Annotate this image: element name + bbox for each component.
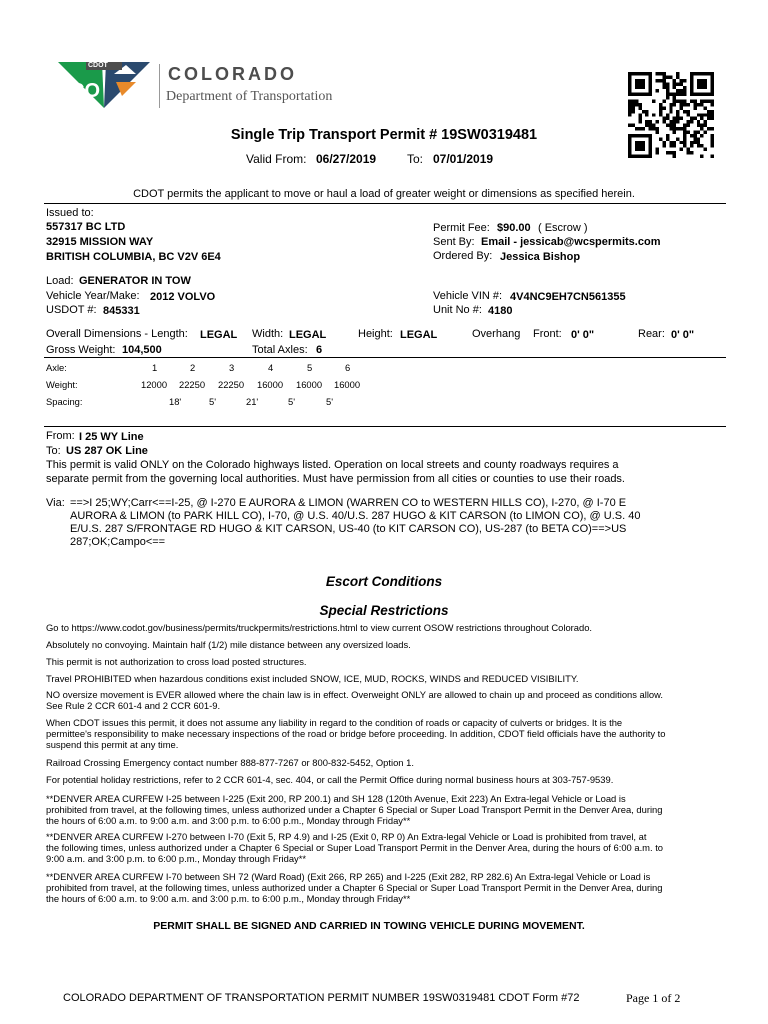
issued-street: 32915 MISSION WAY bbox=[46, 236, 154, 248]
load-value: GENERATOR IN TOW bbox=[79, 275, 191, 287]
length-label: Overall Dimensions - Length: bbox=[46, 328, 188, 340]
restriction-line: Railroad Crossing Emergency contact number 888-877-7267 or 800-832-5452, Option 1. bbox=[46, 757, 414, 768]
restriction-item bbox=[46, 774, 730, 785]
sent-by-label: Sent By: bbox=[433, 236, 475, 248]
escort-conditions-heading: Escort Conditions bbox=[325, 574, 443, 589]
restriction-item bbox=[46, 831, 730, 864]
usdot-label: USDOT #: bbox=[46, 304, 97, 316]
width-value: LEGAL bbox=[289, 329, 327, 341]
qr-code-icon bbox=[623, 72, 719, 158]
axle-number: 5 bbox=[307, 362, 313, 373]
divider bbox=[44, 426, 726, 427]
axle-spacing: 18' bbox=[169, 396, 182, 407]
axle-weight: 12000 bbox=[141, 379, 168, 390]
issued-city: BRITISH COLUMBIA, BC V2V 6E4 bbox=[46, 251, 221, 263]
vin-value: 4V4NC9EH7CN561355 bbox=[510, 291, 626, 303]
axle-weight: 16000 bbox=[296, 379, 323, 390]
restriction-item bbox=[46, 639, 730, 650]
axle-row-label: Axle: bbox=[46, 362, 67, 373]
vehicle-value: 2012 VOLVO bbox=[150, 291, 216, 303]
rear-value: 0' 0" bbox=[671, 329, 695, 341]
gross-weight-label: Gross Weight: bbox=[46, 344, 116, 356]
valid-to-label: To: bbox=[407, 152, 424, 166]
restriction-line: Travel PROHIBITED when hazardous conditions exist included SNOW, ICE, MUD, ROCKS, WINDS and REDUCED VISIBILITY. bbox=[46, 673, 579, 684]
restriction-item bbox=[46, 793, 730, 826]
via-label: Via: bbox=[46, 497, 65, 509]
page-number: Page 1 of 2 bbox=[626, 991, 681, 1005]
restriction-line: **DENVER AREA CURFEW I-25 between I-225 (Exit 200, RP 200.1) and SH 128 (120th Avenue, Exit 223) An Extra-legal Vehicle or Load is bbox=[46, 793, 626, 804]
restriction-line: 9:00 a.m. and 3:00 p.m. to 6:00 p.m., Monday through Friday** bbox=[46, 853, 307, 864]
restriction-line: prohibited from travel, at the following times, unless authorized under a Chapter 6 Special or Super Load Transport Permit in the Denver Area, during bbox=[46, 804, 663, 815]
width-label: Width: bbox=[252, 328, 284, 340]
axle-spacing: 21' bbox=[246, 396, 259, 407]
divider bbox=[44, 357, 726, 358]
restriction-line: Absolutely no convoying. Maintain half (1/2) mile distance between any oversized loads. bbox=[46, 639, 411, 650]
divider bbox=[44, 203, 726, 204]
height-label: Height: bbox=[358, 328, 393, 340]
valid-from-date: 06/27/2019 bbox=[316, 152, 377, 166]
restriction-line: For potential holiday restrictions, refer to 2 CCR 601-4, sec. 404, or call the Permit Office during normal business hours at 303-757-9539. bbox=[46, 774, 614, 785]
logo-subtitle: Department of Transportation bbox=[166, 89, 333, 104]
logo-badge: CDOT bbox=[88, 62, 108, 69]
axle-number: 3 bbox=[229, 362, 235, 373]
gross-weight: 104,500 bbox=[122, 344, 162, 356]
restriction-line: When CDOT issues this permit, it does not assume any liability in regard to the condition of roads or capacity of culverts or bridges. It is the bbox=[46, 717, 623, 728]
restriction-line: **DENVER AREA CURFEW I-70 between SH 72 (Ward Road) (Exit 266, RP 265) and I-225 (Exit 282, RP 282.6) An Extra-legal Vehicle or Load is bbox=[46, 871, 651, 882]
restriction-item bbox=[46, 622, 730, 633]
unit-label: Unit No #: bbox=[433, 304, 482, 316]
permit-fee: $90.00 bbox=[497, 222, 531, 234]
to-label: To: bbox=[46, 445, 61, 457]
restriction-line: See Rule 2 CCR 601-4 and 2 CCR 601-9. bbox=[46, 700, 221, 711]
usdot-value: 845331 bbox=[103, 305, 140, 317]
restriction-line: **DENVER AREA CURFEW I-270 between I-70 (Exit 5, RP 4.9) and I-25 (Exit 0, RP 0) An Extra-legal Vehicle or Load is prohibited from travel, at bbox=[46, 831, 647, 842]
axle-spacing: 5' bbox=[288, 396, 296, 407]
height-value: LEGAL bbox=[400, 329, 438, 341]
axle-spacing: 5' bbox=[209, 396, 217, 407]
special-restrictions-heading: Special Restrictions bbox=[319, 603, 449, 618]
route-notice-line: separate permit from the governing local authorities. Must have permission from all cities or counties to use their roads. bbox=[46, 473, 625, 485]
permit-fee-note: ( Escrow ) bbox=[538, 222, 588, 234]
restriction-item bbox=[46, 689, 730, 711]
length-value: LEGAL bbox=[200, 329, 238, 341]
restriction-line: prohibited from travel, at the following times, unless authorized under a Chapter 6 Special or Super Load Transport Permit in the Denver Area, during bbox=[46, 882, 663, 893]
via-line: ==>I 25;WY;Carr<==I-25, @ I-270 E AURORA & LIMON (WARREN CO to WESTERN HILLS CO), I-270, @ I-70 E bbox=[70, 497, 627, 509]
permit-fee-label: Permit Fee: bbox=[433, 222, 490, 234]
from-label: From: bbox=[46, 430, 75, 442]
overhang-label: Overhang bbox=[472, 328, 521, 340]
permit-title: Single Trip Transport Permit # 19SW0319481 bbox=[230, 127, 538, 143]
logo-letters: CO bbox=[70, 80, 100, 102]
axle-spacing: 5' bbox=[326, 396, 334, 407]
via-line: AURORA & LIMON (to PARK HILL CO), I-70, @ U.S. 40/U.S. 287 HUGO & KIT CARSON (to LIMON CO), @ U.S. 40 bbox=[70, 510, 641, 522]
via-line: E/U.S. 287 S/FRONTAGE RD HUGO & KIT CARSON, US-40 (to KIT CARSON CO), US-287 (to BETA CO)==>US bbox=[70, 523, 627, 535]
unit-value: 4180 bbox=[488, 305, 513, 317]
restriction-line: suspend this permit at any time. bbox=[46, 739, 179, 750]
restriction-line: NO oversize movement is EVER allowed where the chain law is in effect. Overweight ONLY are allowed to chain up and proceed as conditions allow. bbox=[46, 689, 663, 700]
restriction-line: This permit is not authorization to cross load posted structures. bbox=[46, 656, 307, 667]
restriction-item bbox=[46, 656, 730, 667]
sent-by: Email - jessicab@wcspermits.com bbox=[481, 236, 661, 248]
logo-divider bbox=[159, 64, 160, 108]
total-axles-label: Total Axles: bbox=[252, 344, 308, 356]
ordered-by: Jessica Bishop bbox=[500, 251, 581, 263]
restriction-item bbox=[46, 717, 730, 750]
carry-notice: PERMIT SHALL BE SIGNED AND CARRIED IN TOWING VEHICLE DURING MOVEMENT. bbox=[153, 920, 585, 932]
issued-to-label: Issued to: bbox=[46, 207, 94, 219]
load-label: Load: bbox=[46, 275, 74, 287]
logo-wordmark: COLORADO bbox=[168, 64, 297, 84]
route-notice-line: This permit is valid ONLY on the Colorado highways listed. Operation on local streets and county roadways requires a bbox=[46, 459, 619, 471]
axle-number: 1 bbox=[152, 362, 158, 373]
vehicle-label: Vehicle Year/Make: bbox=[46, 290, 140, 302]
via-line: 287;OK;Campo<== bbox=[70, 536, 166, 548]
restriction-line: the following times, unless authorized under a Chapter 6 Special or Super Load Transport Permit in the Denver Area, during the hours of 6:00 a.m. to bbox=[46, 842, 664, 853]
front-value: 0' 0" bbox=[571, 329, 595, 341]
axle-weight: 16000 bbox=[257, 379, 284, 390]
issued-company: 557317 BC LTD bbox=[46, 221, 126, 233]
restriction-item bbox=[46, 871, 730, 904]
total-axles: 6 bbox=[316, 344, 323, 356]
from-value: I 25 WY Line bbox=[79, 431, 144, 443]
axle-number: 6 bbox=[345, 362, 351, 373]
to-value: US 287 OK Line bbox=[66, 445, 148, 457]
restriction-item bbox=[46, 673, 730, 684]
rear-label: Rear: bbox=[638, 328, 665, 340]
front-label: Front: bbox=[533, 328, 562, 340]
weight-row-label: Weight: bbox=[46, 379, 78, 390]
restriction-line: the hours of 6:00 a.m. to 9:00 a.m. and 3:00 p.m. to 6:00 p.m., Monday through Friday** bbox=[46, 893, 411, 904]
vin-label: Vehicle VIN #: bbox=[433, 290, 503, 302]
restriction-line: the hours of 6:00 a.m. to 9:00 a.m. and 3:00 p.m. to 6:00 p.m., Monday through Friday** bbox=[46, 815, 411, 826]
valid-from-label: Valid From: bbox=[246, 152, 307, 166]
restriction-item bbox=[46, 757, 730, 768]
ordered-by-label: Ordered By: bbox=[433, 250, 493, 262]
spacing-row-label: Spacing: bbox=[46, 396, 83, 407]
permit-intro: CDOT permits the applicant to move or haul a load of greater weight or dimensions as specified herein. bbox=[133, 188, 635, 200]
valid-to-date: 07/01/2019 bbox=[433, 152, 494, 166]
restriction-line: Go to https://www.codot.gov/business/permits/truckpermits/restrictions.html to view current OSOW restrictions throughout Colorado. bbox=[46, 622, 593, 633]
footer-text: COLORADO DEPARTMENT OF TRANSPORTATION PERMIT NUMBER 19SW0319481 CDOT Form #72 bbox=[63, 992, 580, 1004]
axle-weight: 22250 bbox=[218, 379, 245, 390]
restriction-line: permittee's responsibility to make necessary inspections of the road or bridge before proceeding. In addition, CDOT field officials have the authority to bbox=[46, 728, 666, 739]
axle-weight: 22250 bbox=[179, 379, 206, 390]
axle-weight: 16000 bbox=[334, 379, 361, 390]
axle-number: 2 bbox=[190, 362, 196, 373]
axle-number: 4 bbox=[268, 362, 274, 373]
